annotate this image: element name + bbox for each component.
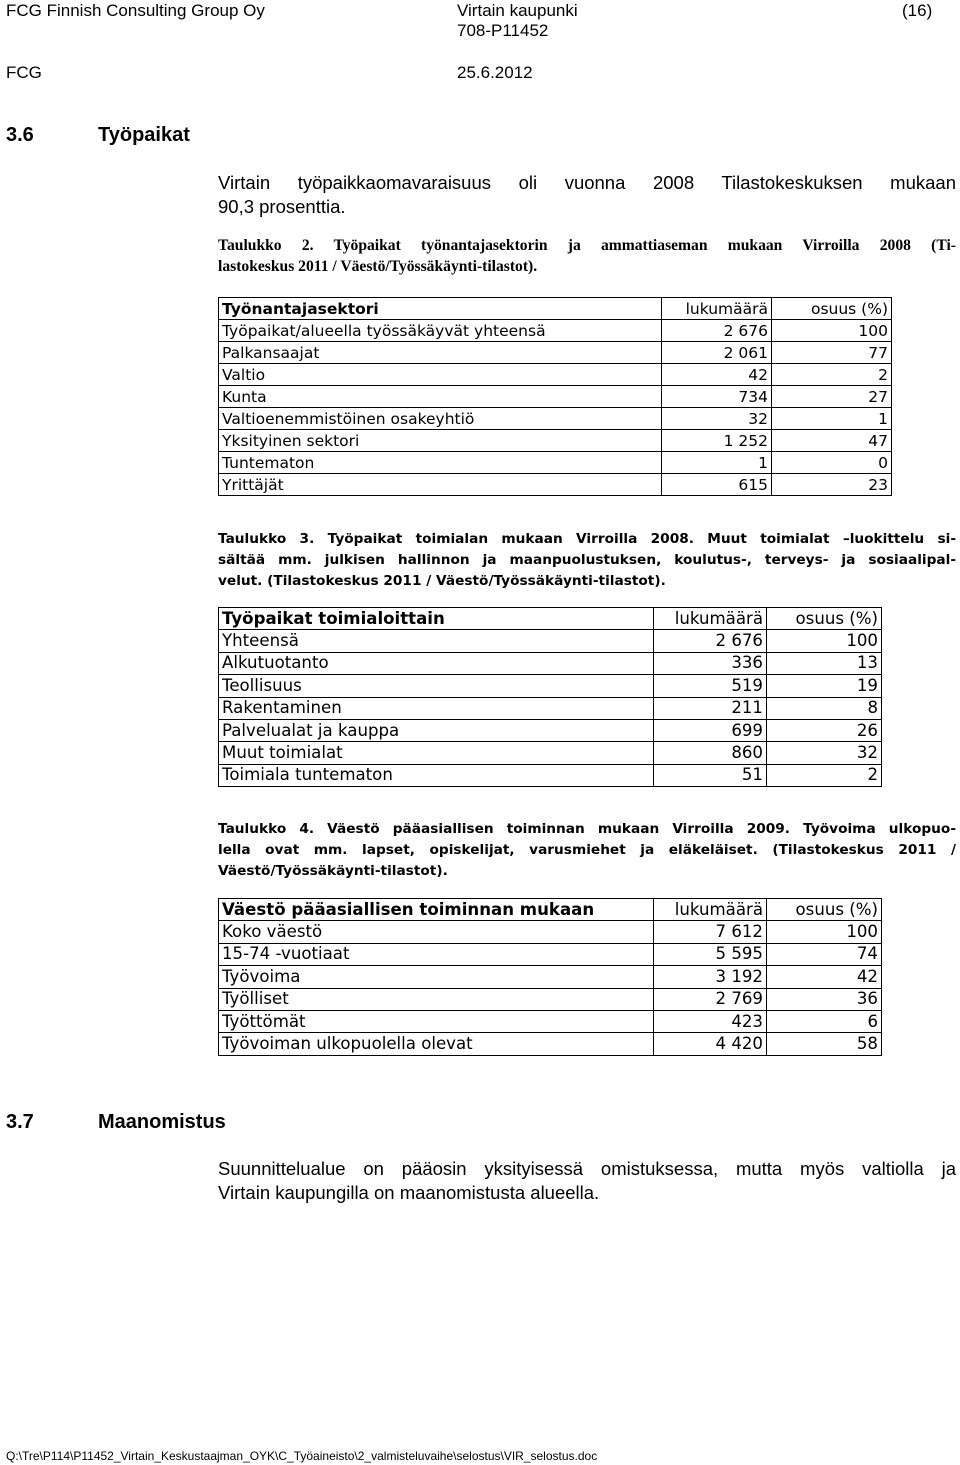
table-row: Rakentaminen 211 8: [219, 697, 882, 719]
section-paragraph: Suunnittelualue on pääosin yksityisessä omistuksessa, mutta myös valtiolla ja Virtain kaupungilla on maanomistusta alueella.: [218, 1158, 956, 1203]
header-date: 25.6.2012: [457, 63, 533, 82]
table-caption: Taulukko 4. Väestö pääasiallisen toiminnan mukaan Virroilla 2009. Työvoima ulkopuo- lella ovat mm. lapset, opiskelijat, varusmiehet ja eläkeläiset. (Tilastokeskus 2011 / Väestö/Työssäkäynti-tilastot).: [218, 821, 956, 879]
column-header: Työnantajasektori: [219, 298, 662, 320]
section-paragraph: Virtain työpaikkaomavaraisuus oli vuonna 2008 Tilastokeskuksen mukaan 90,3 prosenttia.: [218, 172, 956, 217]
column-header: lukumäärä: [662, 298, 772, 320]
column-header: osuus (%): [772, 298, 892, 320]
table-header-row: [219, 608, 882, 630]
header-page-number: (16): [902, 1, 933, 20]
table-header-row: [219, 298, 892, 320]
population-activity-table: [218, 898, 882, 1056]
table-row: Työttömät 423 6: [219, 1010, 882, 1032]
table-row: Yksityinen sektori 1 252 47: [219, 430, 892, 452]
table-caption: Taulukko 2. Työpaikat työnantajasektorin ja ammattiaseman mukaan Virroilla 2008 (Ti- lastokeskus 2011 / Väestö/Työssäkäynti-tilastot).: [218, 237, 956, 275]
column-header: osuus (%): [767, 608, 882, 630]
table-row: Työvoima 3 192 42: [219, 966, 882, 988]
table-row: Yrittäjät 615 23: [219, 474, 892, 496]
table-row: Teollisuus 519 19: [219, 675, 882, 697]
column-header: Työpaikat toimialoittain: [219, 608, 654, 630]
table-row: 15-74 -vuotiaat 5 595 74: [219, 943, 882, 965]
table-caption: Taulukko 3. Työpaikat toimialan mukaan Virroilla 2008. Muut toimialat –luokittelu si- sältää mm. julkisen hallinnon ja maanpuolustuksen, koulutus-, terveys- ja sosiaalipal- velut. (Tilastokeskus 2011 / Väestö/Työssäkäynti-tilastot).: [218, 531, 956, 589]
section-title: Työpaikat: [98, 124, 190, 146]
header-project-number: 708-P11452: [457, 21, 549, 40]
column-header: lukumäärä: [654, 899, 767, 921]
table-row: Yhteensä 2 676 100: [219, 630, 882, 652]
table-header-row: [219, 899, 882, 921]
table-row: Valtio 42 2: [219, 364, 892, 386]
column-header: Väestö pääasiallisen toiminnan mukaan: [219, 899, 654, 921]
table-row: Palkansaajat 2 061 77: [219, 342, 892, 364]
column-header: lukumäärä: [654, 608, 767, 630]
table-row: Koko väestö 7 612 100: [219, 921, 882, 943]
table-row: Toimiala tuntematon 51 2: [219, 764, 882, 786]
employer-sector-table: [218, 297, 892, 496]
table-row: Valtioenemmistöinen osakeyhtiö 32 1: [219, 408, 892, 430]
table-row: Tuntematon 1 0: [219, 452, 892, 474]
section-number: 3.7: [6, 1111, 34, 1133]
header-company: FCG Finnish Consulting Group Oy: [6, 1, 265, 20]
header-short-name: FCG: [6, 63, 42, 82]
table-row: Työpaikat/alueella työssäkäyvät yhteensä 2 676 100: [219, 320, 892, 342]
table-row: Kunta 734 27: [219, 386, 892, 408]
header-client: Virtain kaupunki: [457, 1, 578, 20]
table-row: Alkutuotanto 336 13: [219, 652, 882, 674]
table-row: Työlliset 2 769 36: [219, 988, 882, 1010]
table-row: Palvelualat ja kauppa 699 26: [219, 719, 882, 741]
footer-file-path: Q:\Tre\P114\P11452_Virtain_Keskustaajman_OYK\C_Työaineisto\2_valmisteluvaihe\selostus\VIR_selostus.doc: [6, 1449, 598, 1463]
column-header: osuus (%): [767, 899, 882, 921]
section-title: Maanomistus: [98, 1111, 226, 1133]
table-row: Muut toimialat 860 32: [219, 742, 882, 764]
table-row: Työvoiman ulkopuolella olevat 4 420 58: [219, 1033, 882, 1055]
section-number: 3.6: [6, 124, 34, 146]
industry-jobs-table: [218, 607, 882, 787]
